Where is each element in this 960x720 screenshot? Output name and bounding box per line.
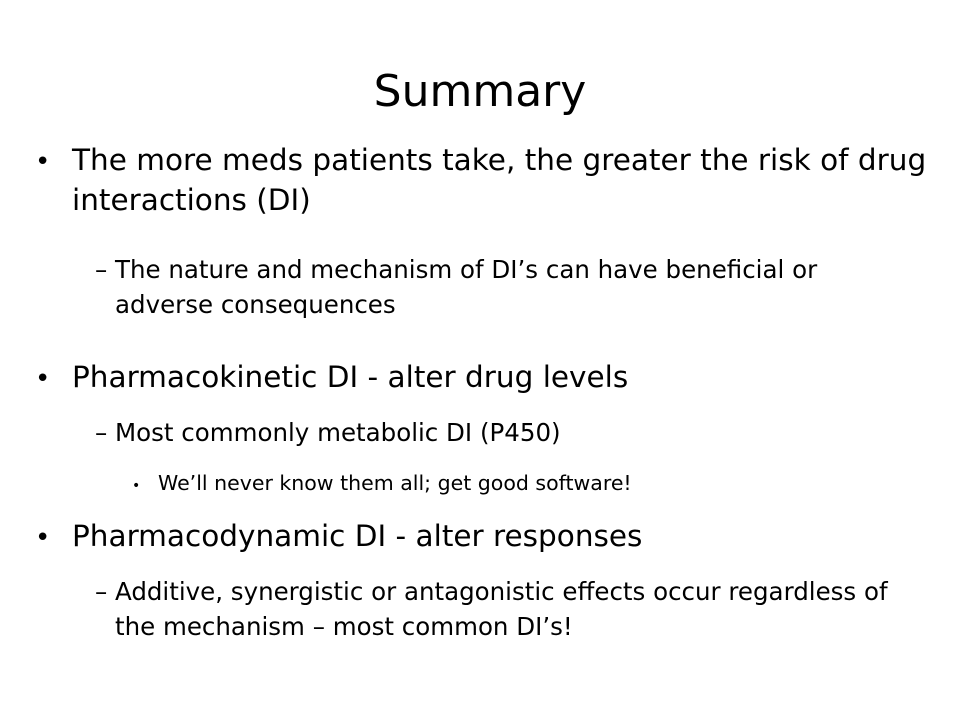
subbullet-metabolic-di (95, 415, 910, 450)
subbullet-text: The nature and mechanism of DI’s can have beneficial or adverse consequences (115, 255, 818, 319)
bullet-text: Pharmacodynamic DI - alter responses (72, 519, 643, 553)
bullet-pharmacokinetic (35, 357, 935, 399)
subsubbullet-software (132, 469, 892, 500)
subbullet-text: Most commonly metabolic DI (P450) (115, 418, 561, 447)
bullet-text: Pharmacokinetic DI - alter drug levels (72, 360, 629, 394)
subsubbullet-text: We’ll never know them all; get good software! (158, 471, 632, 495)
dash-marker: – (95, 255, 108, 284)
bullet-text: The more meds patients take, the greater the risk of drug interactions (DI) (72, 143, 927, 217)
subbullet-text: Additive, synergistic or antagonistic effects occur regardless of the mechanism – most common DI’s! (115, 577, 888, 641)
dash-marker: – (95, 418, 108, 447)
bullet-marker: • (35, 364, 51, 394)
subbullet-di-consequences (95, 252, 910, 322)
small-bullet-marker: • (132, 478, 141, 494)
bullet-drug-interaction-risk (35, 140, 935, 220)
bullet-pharmacodynamic (35, 516, 935, 558)
bullet-marker: • (35, 523, 51, 553)
dash-marker: – (95, 577, 108, 606)
subbullet-additive-effects (95, 574, 910, 644)
slide-title: Summary (373, 66, 587, 117)
bullet-marker: • (35, 147, 51, 177)
